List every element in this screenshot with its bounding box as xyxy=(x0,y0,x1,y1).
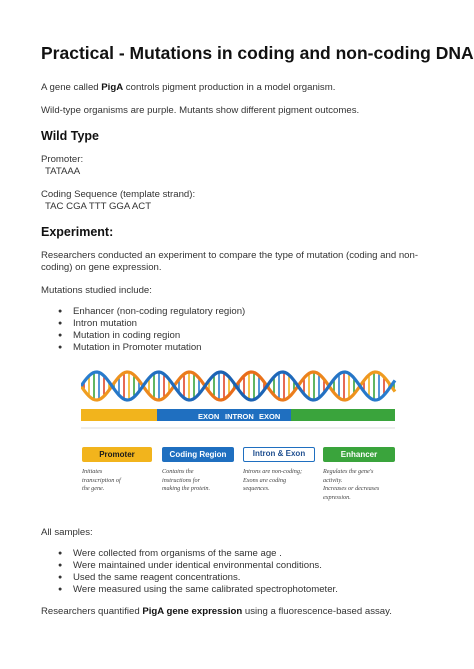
region-label-intron-exon: Intron & Exon xyxy=(243,447,315,462)
region-desc-coding: Contains the instructions for making the protein. xyxy=(162,468,211,492)
promoter-label: Promoter: xyxy=(41,154,84,165)
bar-label-exon-1: EXON xyxy=(198,412,220,421)
list-item: ● Intron mutation xyxy=(41,318,434,330)
coding-sequence: TAC CGA TTT GGA ACT xyxy=(45,201,152,212)
closing-text: Researchers quantified xyxy=(41,606,143,617)
enhancer-bar-segment xyxy=(291,409,395,421)
mutations-intro: Mutations studied include: xyxy=(41,285,152,296)
experiment-heading: Experiment: xyxy=(41,225,114,239)
bar-label-intron: INTRON xyxy=(225,412,254,421)
mutations-list xyxy=(41,306,434,354)
gene-name: PigA xyxy=(101,82,124,93)
samples-intro: All samples: xyxy=(41,527,93,538)
list-item: ● Mutation in coding region xyxy=(41,330,434,342)
region-label-enhancer: Enhancer xyxy=(323,447,395,462)
closing-text-end: using a fluorescence-based assay. xyxy=(242,606,392,617)
promoter-sequence: TATAAA xyxy=(45,166,81,177)
list-item: ● Were measured using the same calibrated spectrophotometer. xyxy=(41,584,434,596)
intro-text: A gene called xyxy=(41,82,102,93)
helix-strand-1 xyxy=(81,372,395,400)
region-desc-promoter: Initiates transcription of the gene. xyxy=(82,468,121,492)
bar-label-exon-2: EXON xyxy=(259,412,281,421)
region-label-promoter: Promoter xyxy=(82,447,152,462)
intro-line-2: Wild-type organisms are purple. Mutants show different pigment outcomes. xyxy=(41,105,360,116)
region-desc-intron-exon: Introns are non-coding; Exons are coding sequences. xyxy=(243,468,303,492)
list-item: ● Were maintained under identical environmental conditions. xyxy=(41,560,434,572)
closing-bold: PigA gene expression xyxy=(142,606,243,617)
list-item: ● Mutation in Promoter mutation xyxy=(41,342,434,354)
intro-text-end: controls pigment production in a model organism. xyxy=(123,82,336,93)
list-item: ● Used the same reagent concentrations. xyxy=(41,572,434,584)
page-title: Practical - Mutations in coding and non-coding DNA xyxy=(41,43,474,63)
samples-list xyxy=(41,548,434,596)
region-desc-enhancer: Regulates the gene's activity. Increases or decreases expression. xyxy=(323,468,380,501)
experiment-description: Researchers conducted an experiment to compare the type of mutation (coding and non-coding) on gene expression. xyxy=(41,250,419,273)
gene-structure-figure xyxy=(81,368,401,520)
region-label-coding: Coding Region xyxy=(162,447,234,462)
wild-type-heading: Wild Type xyxy=(41,129,99,143)
closing-line xyxy=(41,606,434,618)
coding-label: Coding Sequence (template strand): xyxy=(41,189,196,200)
helix-strand-2 xyxy=(81,372,395,400)
list-item: ● Enhancer (non-coding regulatory region) xyxy=(41,306,434,318)
intro-line-1 xyxy=(41,82,434,94)
promoter-bar-segment xyxy=(81,409,157,421)
list-item: ● Were collected from organisms of the same age . xyxy=(41,548,434,560)
helix-base-pairs xyxy=(84,372,394,400)
